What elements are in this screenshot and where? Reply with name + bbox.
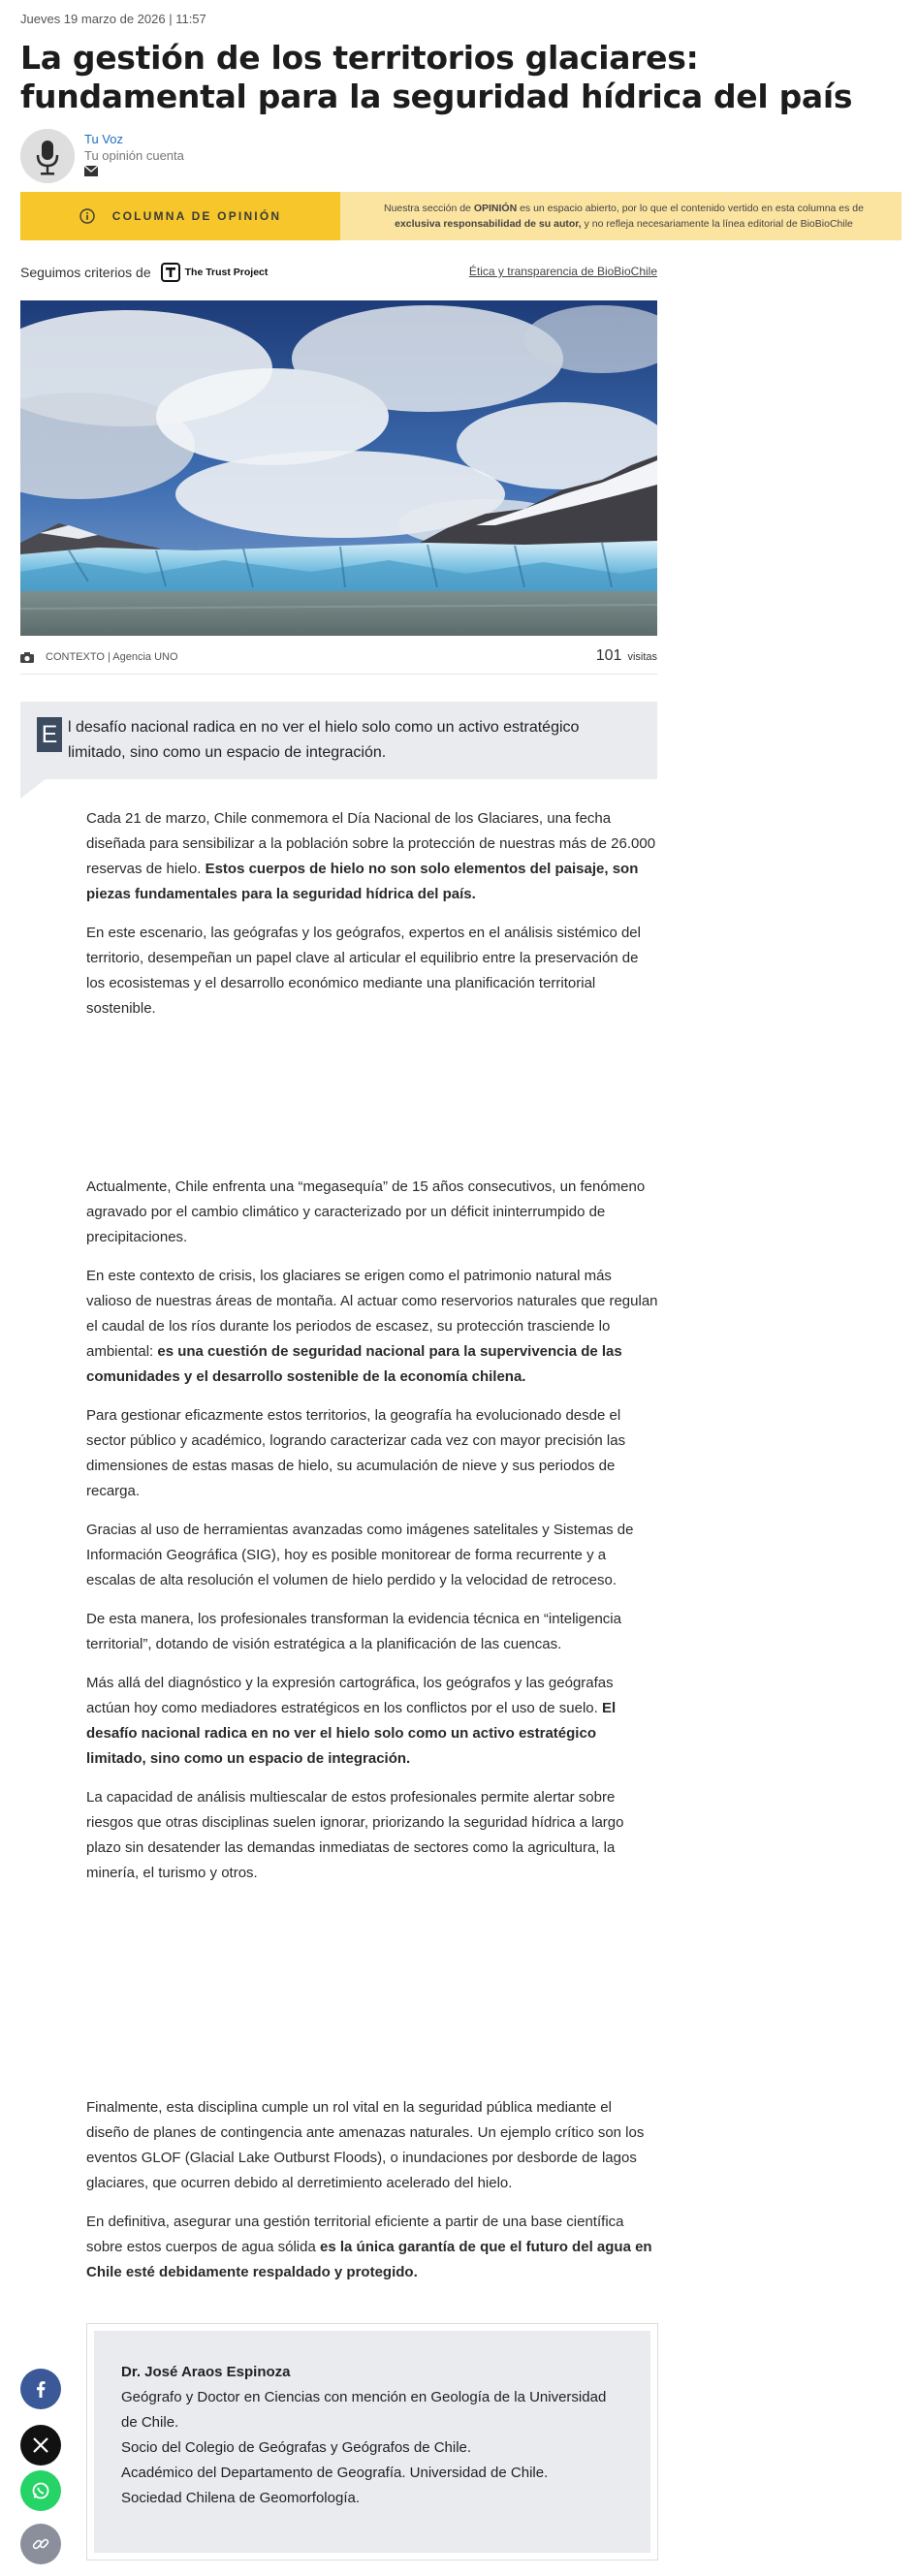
- disclaimer-text: y no refleja necesariamente la línea editorial de BioBioChile: [581, 218, 853, 230]
- paragraph-bold: es la única garantía de que el futuro del agua en Chile esté debidamente respaldado y protegido.: [86, 2239, 652, 2280]
- paragraph-text: Más allá del diagnóstico y la expresión cartográfica, los geógrafos y las geógrafas actúan hoy como mediadores estratégicos en los conflictos por el uso de suelo.: [86, 1675, 614, 1716]
- paragraph: [86, 1671, 658, 1772]
- visit-count: 101: [595, 647, 622, 664]
- visit-counter: [596, 647, 657, 665]
- article-body-part-2: [86, 1175, 658, 1900]
- paragraph: [86, 1264, 658, 1390]
- article-body-part-1: [86, 806, 658, 1035]
- mail-icon[interactable]: [84, 166, 98, 176]
- bio-line: Académico del Departamento de Geografía. Universidad de Chile.: [121, 2465, 549, 2481]
- author-bio-box: [86, 2323, 658, 2560]
- paragraph: De esta manera, los profesionales transforman la evidencia técnica en “inteligencia territorial”, dotando de visión estratégica a la planificación de las cuencas.: [86, 1611, 621, 1652]
- author-subtitle: Tu opinión cuenta: [84, 148, 184, 163]
- link-icon: [31, 2534, 50, 2554]
- opinion-banner: [20, 192, 902, 240]
- trust-project-name: The Trust Project: [184, 267, 269, 278]
- author-block: [20, 129, 408, 183]
- paragraph: La capacidad de análisis multiescalar de estos profesionales permite alertar sobre riesgos que otras disciplinas suelen ignorar, priorizando la seguridad hídrica a largo plazo sin desatender las demandas inmediatas de sectores como la agricultura, la minería, el turismo y otros.: [86, 1789, 624, 1881]
- paragraph: Gracias al uso de herramientas avanzadas como imágenes satelitales y Sistemas de Información Geográfica (SIG), hoy es posible monitorear de forma recurrente y a escalas de alta resolución el volumen de hielo perdido y la velocidad de retroceso.: [86, 1522, 634, 1588]
- publish-date: Jueves 19 marzo de 2026 | 11:57: [20, 12, 206, 26]
- image-caption: CONTEXTO | Agencia UNO: [46, 651, 178, 663]
- share-whatsapp-button[interactable]: [20, 2470, 61, 2511]
- glacier-photo: [20, 300, 657, 636]
- disclaimer-bold: exclusiva responsabilidad de su autor,: [395, 218, 582, 230]
- whatsapp-icon: [31, 2481, 50, 2500]
- author-name-link[interactable]: Tu Voz: [84, 132, 123, 146]
- x-icon: [33, 2437, 48, 2453]
- disclaimer-text: Nuestra sección de: [384, 203, 474, 214]
- opinion-label: COLUMNA DE OPINIÓN: [111, 209, 282, 223]
- share-facebook-button[interactable]: [20, 2369, 61, 2409]
- camera-icon: [20, 652, 34, 663]
- paragraph: [86, 806, 658, 907]
- visit-label: visitas: [627, 651, 657, 663]
- share-link-button[interactable]: [20, 2524, 61, 2564]
- paragraph-bold: El desafío nacional radica en no ver el hielo solo como un activo estratégico limitado, sino como un espacio de integración.: [86, 1700, 617, 1767]
- paragraph-text: En este contexto de crisis, los glaciares se erigen como el patrimonio natural más valioso de nuestras áreas de montaña. Al actuar como reservorios naturales que regulan el caudal de los ríos durante los periodos de escasez, su protección trasciende lo ambiental:: [86, 1268, 658, 1360]
- paragraph: Actualmente, Chile enfrenta una “megasequía” de 15 años consecutivos, un fenómeno agravado por el cambio climático y caracterizado por un déficit ininterrumpido de precipitaciones.: [86, 1178, 646, 1245]
- info-icon: [79, 208, 95, 224]
- author-avatar[interactable]: [20, 129, 75, 183]
- trust-project-icon: [161, 263, 180, 282]
- image-caption-bar: [20, 645, 657, 675]
- microphone-icon: [20, 129, 75, 183]
- pull-quote-text: l desafío nacional radica en no ver el hielo solo como un activo estratégico limitado, sino como un espacio de integración.: [68, 719, 580, 761]
- paragraph-text: En definitiva, asegurar una gestión territorial eficiente a partir de una base científica sobre estos cuerpos de agua sólida: [86, 2214, 624, 2255]
- trust-label: Seguimos criterios de: [20, 265, 151, 280]
- opinion-disclaimer: [340, 192, 902, 240]
- trust-project-logo[interactable]: [161, 263, 269, 282]
- bio-name: Dr. José Araos Espinoza: [121, 2364, 291, 2380]
- pull-quote-initial: E: [37, 717, 62, 752]
- share-x-button[interactable]: [20, 2425, 61, 2466]
- paragraph-bold: Estos cuerpos de hielo no son solo elementos del paisaje, son piezas fundamentales para la seguridad hídrica del país.: [86, 861, 639, 902]
- ethics-link[interactable]: Ética y transparencia de BioBioChile: [468, 265, 657, 278]
- article-title: La gestión de los territorios glaciares: fundamental para la seguridad hídrica del país: [20, 39, 853, 115]
- pull-quote-tail: [20, 779, 46, 799]
- paragraph: Finalmente, esta disciplina cumple un rol vital en la seguridad pública mediante el diseño de planes de contingencia ante amenazas naturales. Un ejemplo crítico son los eventos GLOF (Glacial Lake Outburst Floods), o inundaciones por desborde de lagos glaciares, que ocurren debido al derretimiento acelerado del hielo.: [86, 2099, 645, 2191]
- paragraph: En este escenario, las geógrafas y los geógrafos, expertos en el análisis sistémico del territorio, desempeñan un papel clave al articular el equilibrio entre la preservación de los ecosistemas y el desarrollo económico mediante una planificación territorial sostenible.: [86, 925, 641, 1017]
- bio-line: Sociedad Chilena de Geomorfología.: [121, 2490, 360, 2506]
- disclaimer-bold: OPINIÓN: [473, 203, 518, 214]
- paragraph-text: Cada 21 de marzo, Chile conmemora el Día Nacional de los Glaciares, una fecha diseñada para sensibilizar a la población sobre la protección de nuestras más de 26.000 reservas de hielo.: [86, 810, 656, 877]
- disclaimer-text: es un espacio abierto, por lo que el contenido vertido en esta columna es de: [517, 203, 864, 214]
- paragraph: [86, 2210, 658, 2285]
- pull-quote: [20, 702, 657, 779]
- paragraph-bold: es una cuestión de seguridad nacional para la supervivencia de las comunidades y el desarrollo sostenible de la economía chilena.: [86, 1343, 622, 1385]
- article-body-part-3: [86, 2095, 658, 2299]
- facebook-icon: [32, 2380, 49, 2398]
- opinion-label-box: [20, 192, 340, 240]
- trust-bar: [20, 262, 657, 283]
- paragraph: Para gestionar eficazmente estos territorios, la geografía ha evolucionado desde el sector público y académico, logrando caracterizar cada vez con mayor precisión las dimensiones de estas masas de hielo, su acumulación de nieve y sus periodos de recarga.: [86, 1407, 626, 1499]
- hero-image: [20, 300, 657, 636]
- bio-line: Geógrafo y Doctor en Ciencias con mención en Geología de la Universidad de Chile.: [121, 2389, 607, 2431]
- bio-line: Socio del Colegio de Geógrafas y Geógrafos de Chile.: [121, 2439, 472, 2456]
